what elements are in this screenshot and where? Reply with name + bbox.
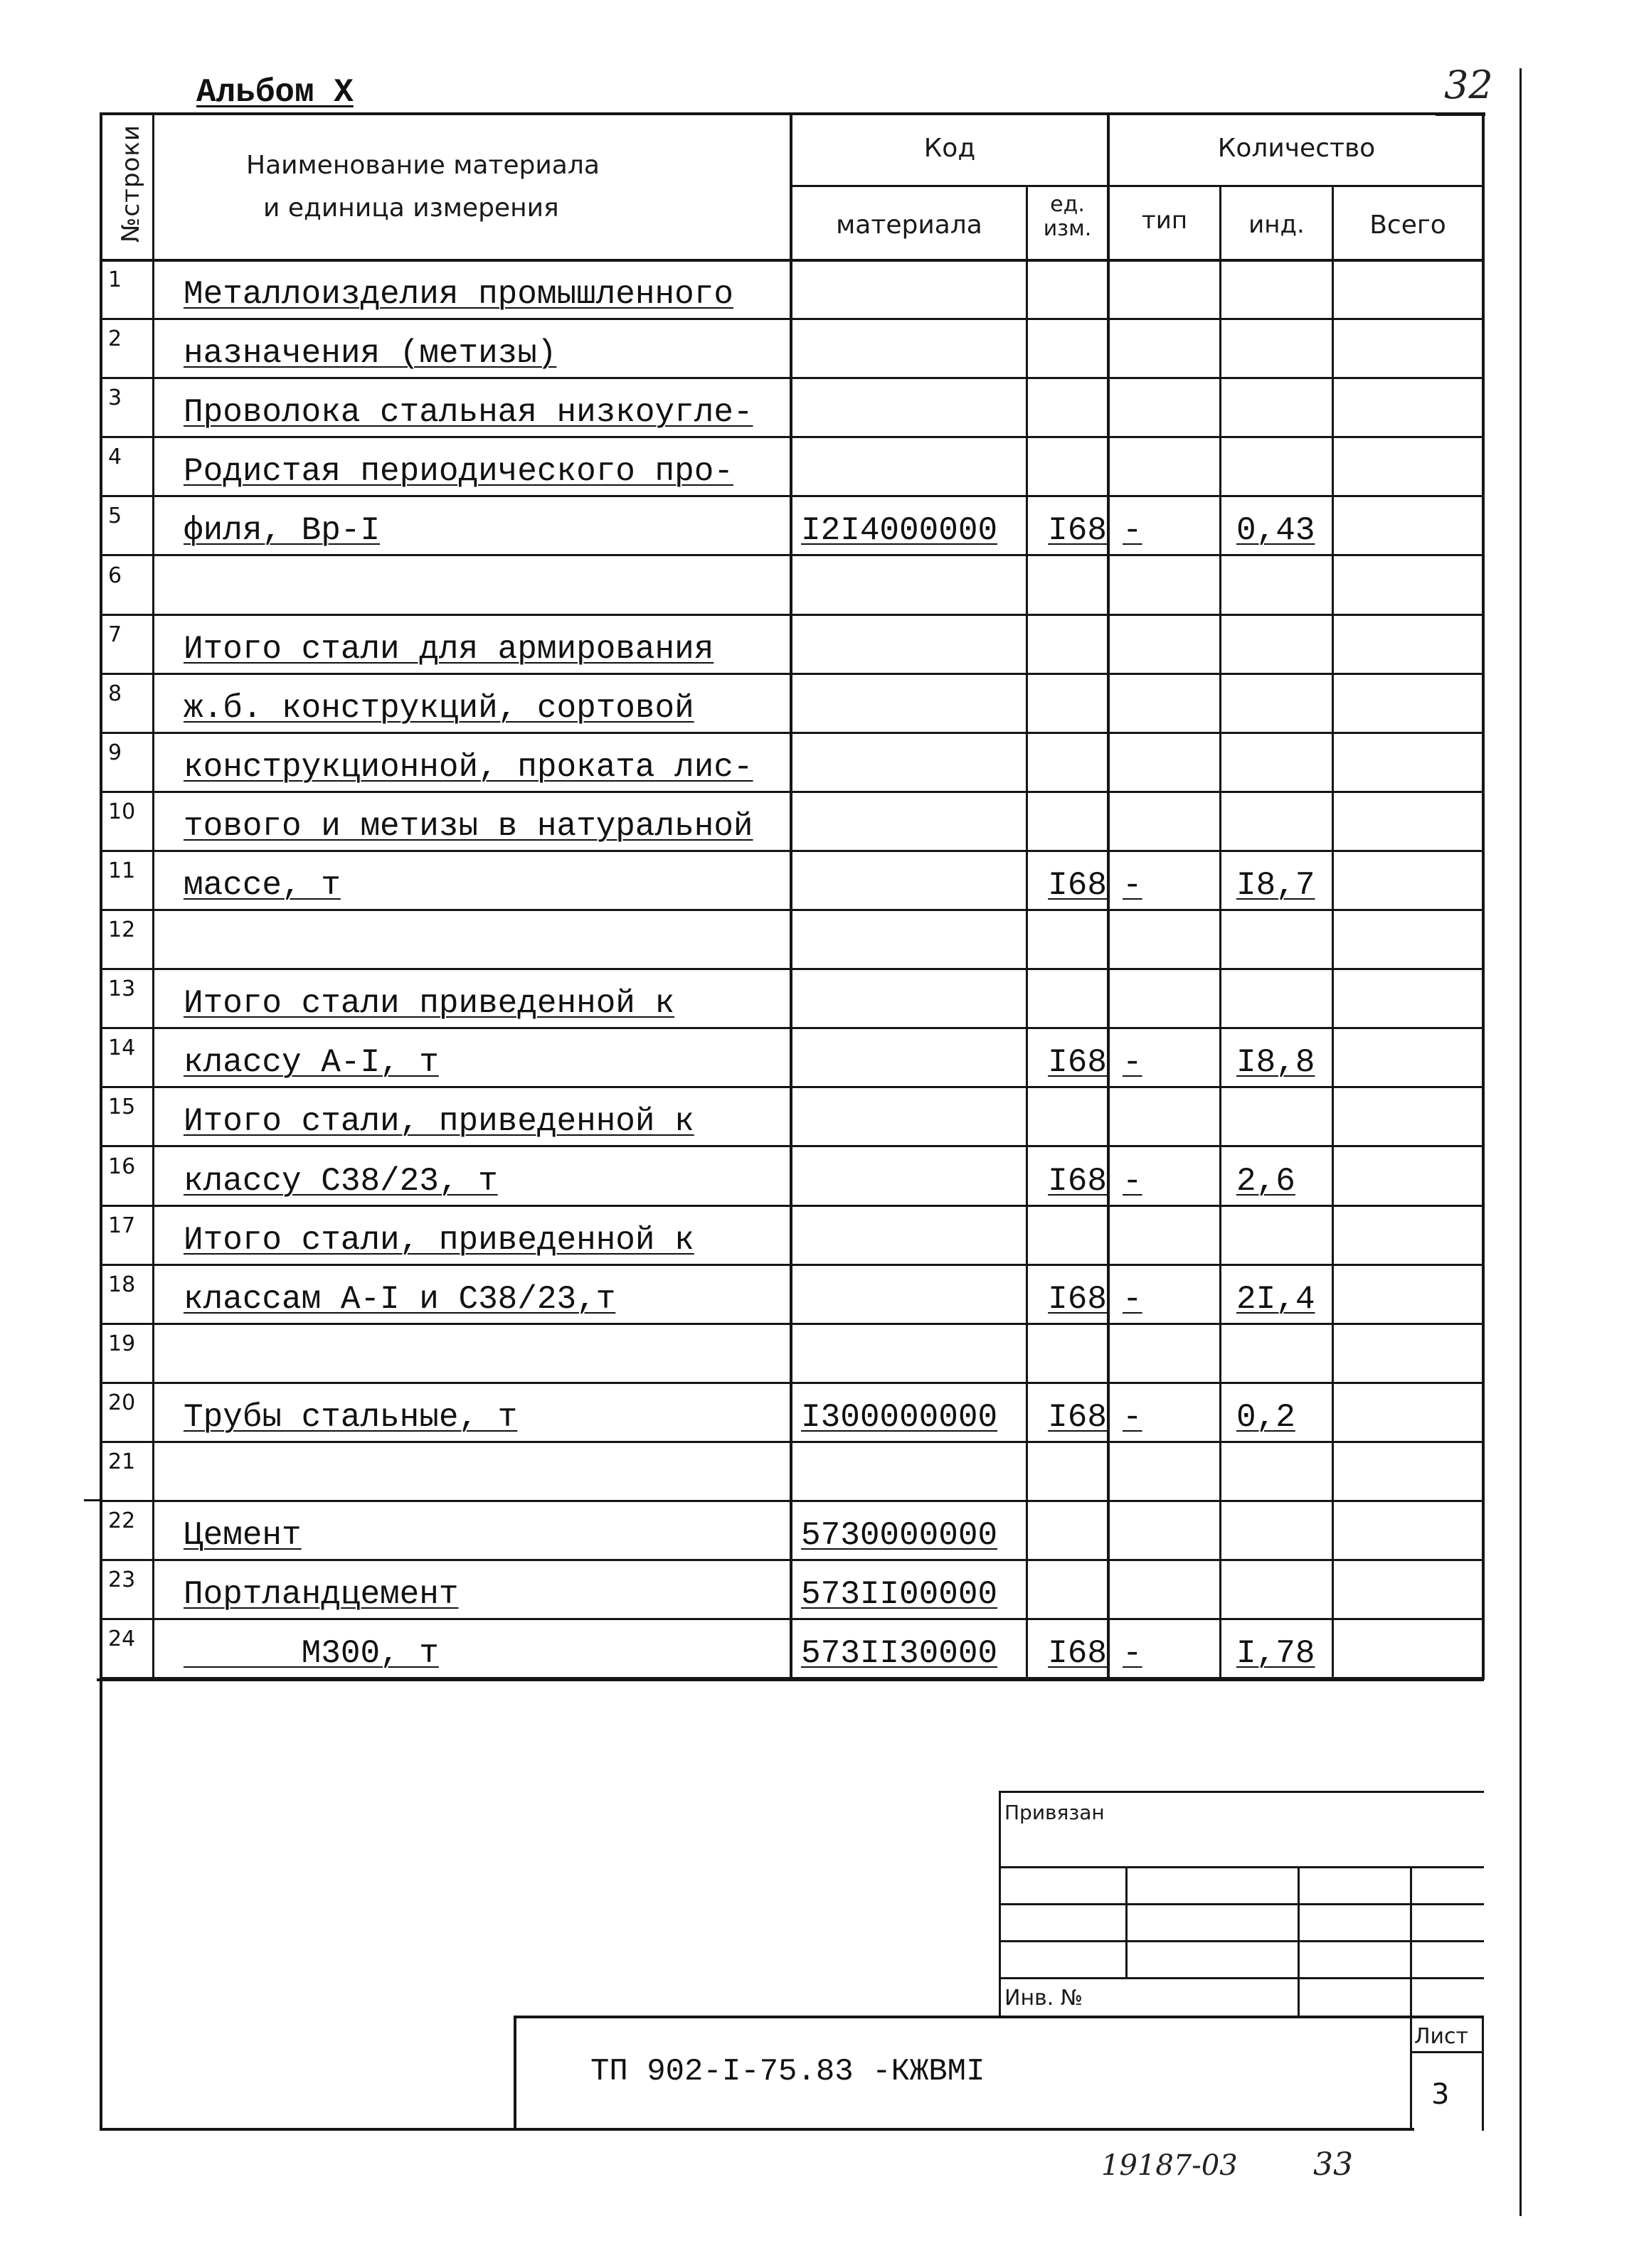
cell-name: Портландцемент [184,1576,459,1614]
row-number: 6 [108,563,122,588]
sheet-label-bottom [1410,2051,1484,2053]
cell-name: классам А-I и С38/23,т [184,1280,616,1318]
stamp-v3 [1410,1866,1412,2131]
cell-name: классу А-I, т [184,1044,439,1082]
quantity-group-header: Количество [1217,134,1376,163]
row-number: 17 [108,1213,136,1238]
table-row [102,1206,1482,1265]
cell-unit: I68 [1048,1044,1107,1082]
table-row [102,496,1482,555]
cell-name: назначения (метизы) [184,335,557,373]
cell-ind: 2,6 [1236,1162,1295,1200]
header-split-line [790,185,1483,187]
table-row [102,969,1482,1028]
cell-ind: I8,7 [1236,867,1315,904]
cell-ind: I8,8 [1236,1044,1315,1082]
cell-name: Проволока стальная низкоугле- [184,394,753,432]
cell-name: Итого стали, приведенной к [184,1221,694,1259]
cell-unit: I68 [1048,867,1107,904]
row-number: 11 [108,858,136,883]
row-number: 3 [108,385,122,411]
cell-name: тового и метизы в натуральной [184,807,753,845]
name-column-header-line1: Наименование материала [246,151,600,180]
row-number: 1 [108,267,122,292]
stamp-v1 [1125,1866,1128,1979]
cell-unit: I68 [1048,1162,1107,1200]
row-number: 7 [108,622,122,647]
table-row [102,910,1482,969]
cell-name: Родистая периодического про- [184,453,733,491]
row-number: 21 [108,1449,136,1474]
material-code-column-header: материала [836,211,982,240]
cell-ind: 2I,4 [1236,1280,1315,1318]
table-row [102,260,1482,319]
cell-name: конструкционной, проката лис- [184,748,753,786]
table-row [102,1560,1482,1619]
total-column-header: Всего [1369,211,1446,240]
doc-box-left [514,2016,516,2131]
row-number: 8 [108,681,122,706]
name-column-header-line2: и единица измерения [263,193,559,223]
cell-name: филя, Вр-I [184,512,381,550]
cell-unit: I68 [1048,512,1107,550]
row-number: 22 [108,1508,136,1534]
cell-unit: I68 [1048,1280,1107,1318]
code-group-header: Код [923,134,976,163]
row-number: 4 [108,444,122,470]
cell-code: 573II00000 [801,1576,998,1614]
cell-type: - [1123,512,1142,550]
cell-type: - [1123,1280,1142,1318]
row-number: 20 [108,1390,136,1415]
table-row [102,1383,1482,1442]
table-row [102,792,1482,851]
doc-box-top [514,2016,1484,2018]
cell-name: массе, т [184,867,341,904]
cell-type: - [1123,1162,1142,1200]
bound-label: Привязан [1004,1801,1105,1824]
table-row [102,437,1482,496]
row-number: 23 [108,1567,136,1593]
cell-type: - [1123,1044,1142,1082]
page-corner-number: 32 [1444,63,1493,107]
table-row [102,378,1482,437]
cell-code: I300000000 [801,1398,998,1436]
stamp-v2 [1298,1866,1300,2017]
row-number: 12 [108,917,136,943]
row-number-column-header: №строки [117,124,145,243]
row-number: 18 [108,1272,136,1297]
unit-column-header-line1: ед. [1050,192,1085,217]
table-row [102,556,1482,615]
page-bottom-border [101,2128,1414,2131]
cell-name: М300, т [184,1635,439,1673]
row-separator [102,1677,1482,1679]
cell-type: - [1123,867,1142,904]
table-row [102,1265,1482,1324]
cell-code: I2I4000000 [801,512,998,550]
cell-name: Металлоизделия промышленного [184,276,733,313]
table-row [102,1087,1482,1146]
table-row [102,319,1482,378]
left-margin-tick [84,1499,101,1501]
cell-type: - [1123,1635,1142,1673]
cell-name: ж.б. конструкций, сортовой [184,689,694,727]
cell-ind: I,78 [1236,1635,1315,1673]
cell-unit: I68 [1048,1398,1107,1436]
cell-unit: I68 [1048,1635,1107,1673]
table-row [102,733,1482,792]
cell-ind: 0,2 [1236,1398,1295,1436]
row-number: 10 [108,799,136,824]
cell-name: Цемент [184,1517,302,1555]
table-row [102,1619,1482,1678]
table-top-border [101,112,1485,115]
row-number: 19 [108,1331,136,1356]
table-row [102,1147,1482,1206]
cell-name: Трубы стальные, т [184,1398,518,1436]
cell-ind: 0,43 [1236,512,1315,550]
row-number: 13 [108,976,136,1002]
right-margin-line [1519,68,1522,2216]
stamp-top [999,1791,1484,1793]
row-number: 2 [108,326,122,352]
type-column-header: тип [1141,206,1188,235]
sheet-number: 3 [1431,2078,1450,2111]
table-row [102,1028,1482,1087]
row-number: 9 [108,740,122,765]
cell-code: 573II30000 [801,1635,998,1673]
table-row [102,1442,1482,1501]
table-row [102,851,1482,910]
row-number: 24 [108,1627,136,1652]
table-row [102,615,1482,674]
archive-number: 19187-03 [1101,2149,1238,2182]
cell-name: Итого стали для армирования [184,630,714,668]
ind-column-header: инд. [1248,211,1305,239]
inventory-number-label: Инв. № [1004,1986,1083,2011]
table-row [102,1501,1482,1560]
cell-type: - [1123,1398,1142,1436]
cell-name: Итого стали, приведенной к [184,1103,694,1141]
table-row [102,674,1482,733]
footer-page-number: 33 [1313,2146,1353,2183]
sheet-box-right [1482,2016,1484,2131]
cell-name: Итого стали приведенной к [184,985,675,1023]
cell-name: классу С38/23, т [184,1162,498,1200]
unit-column-header-line2: изм. [1043,216,1092,241]
row-number: 15 [108,1095,136,1120]
row-number: 16 [108,1154,136,1179]
table-row [102,1324,1482,1383]
album-title: Альбом X [196,74,354,111]
cell-code: 5730000000 [801,1517,998,1555]
row-number: 5 [108,504,122,529]
document-code: ТП 902-I-75.83 -КЖВМI [590,2054,985,2089]
sheet-label: Лист [1414,2024,1469,2049]
row-number: 14 [108,1035,136,1061]
